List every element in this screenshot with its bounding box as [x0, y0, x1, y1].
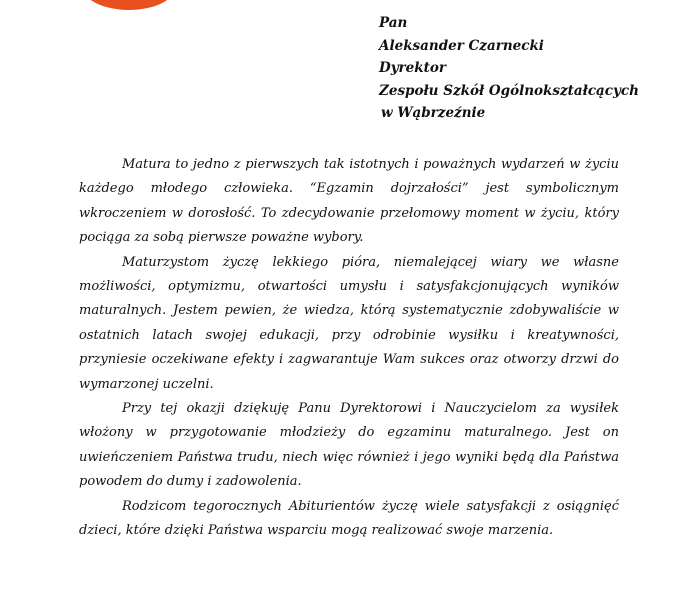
letter-paragraph-2: Maturzystom życzę lekkiego pióra, niemalejącej wiary we własne możliwości, optymizmu, otwartości umysłu i satysfakcjonujących wyników maturalnych. Jestem pewien, że wiedza, którą systematycznie zdobywaliście w ostatnich latach swojej edukacji, przy odrobinie wysiłku i kreatywności, przyniesie oczekiwane efekty i zagwarantuje Wam sukces oraz otworzy drzwi do wymarzonej uczelni. — [79, 254, 619, 392]
addressee-institution: Zespołu Szkół Ogólnokształcących — [379, 82, 639, 99]
addressee-city: w Wąbrzeźnie — [381, 105, 486, 121]
letter-paragraph-4: Rodzicom tegorocznych Abiturientów życzę wiele satysfakcji z osiągnięć dzieci, które dzięki Państwa wsparciu mogą realizować swoje marzenia. — [79, 498, 619, 539]
letter-body — [79, 153, 619, 544]
letter-paragraph-1: Matura to jedno z pierwszych tak istotnych i poważnych wydarzeń w życiu każdego młodego człowieka. “Egzamin dojrzałości” jest symbolicznym wkroczeniem w dorosłość. To zdecydowanie przełomowy moment w życiu, który pociąga za sobą pierwsze poważne wybory. — [79, 157, 619, 246]
addressee-salutation: Pan — [379, 15, 408, 31]
addressee-title: Dyrektor — [379, 60, 446, 76]
addressee-name: Aleksander Czarnecki — [379, 37, 544, 54]
emblem-seal — [82, 0, 176, 10]
addressee-block — [379, 12, 639, 125]
letter-paragraph-3: Przy tej okazji dziękuję Panu Dyrektorowi i Nauczycielom za wysiłek włożony w przygotowanie młodzieży do egzaminu maturalnego. Jest on uwieńczeniem Państwa trudu, niech więc również i jego wyniki będą dla Państwa powodem do dumy i zadowolenia. — [79, 401, 619, 490]
